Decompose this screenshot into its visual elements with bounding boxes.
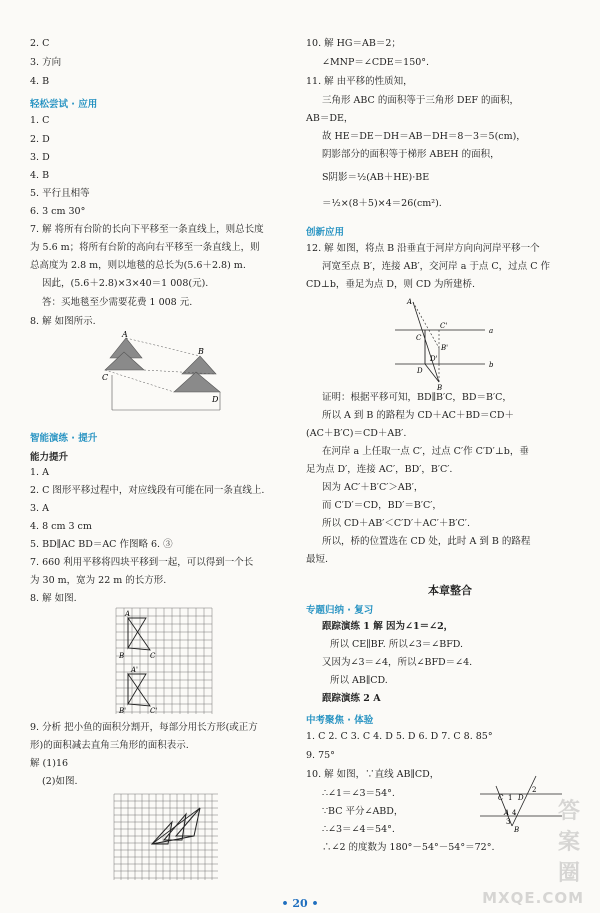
answer-line: 为 5.6 m；将所有台阶的高向右平移至一条直线上，则 bbox=[30, 242, 260, 253]
subheading-ability: 能力提升 bbox=[30, 452, 69, 463]
label-angle-2: 2 bbox=[532, 786, 537, 794]
answer-line: 1. A bbox=[30, 467, 49, 478]
answer-line: 因为 AC′＋B′C′＞AB′， bbox=[322, 482, 424, 493]
label-D-prime: D' bbox=[430, 355, 438, 363]
answer-line: 3. D bbox=[30, 152, 50, 163]
page-number: • 20 • bbox=[281, 897, 319, 910]
section-heading-summary: 专题归纳 · 复习 bbox=[306, 605, 374, 616]
answer-line: 6. 3 cm 30° bbox=[30, 206, 86, 217]
answer-line: 跟踪演练 2 A bbox=[322, 693, 381, 704]
answer-line: ∠MNP＝∠CDE＝150°. bbox=[322, 57, 430, 68]
section-heading-innovation: 创新应用 bbox=[306, 227, 345, 238]
answer-line: (2)如图. bbox=[42, 776, 78, 787]
answer-line: 12. 解 如图，将点 B 沿垂直于河岸方向向河岸平移一个 bbox=[306, 243, 540, 254]
answer-line: 形)的面积减去直角三角形的面积表示. bbox=[30, 740, 189, 751]
label-B-prime: B' bbox=[441, 344, 449, 352]
answer-line: 2. C bbox=[30, 38, 50, 49]
fish-grid-figure bbox=[112, 792, 220, 882]
answer-line: 又因为∠3＝∠4，所以∠BFD＝∠4. bbox=[322, 657, 473, 668]
answer-line: 所以 A 到 B 的路程为 CD＋AC＋BD＝CD＋ bbox=[322, 410, 514, 421]
grid-translation-figure bbox=[114, 606, 214, 716]
label-B: B bbox=[514, 826, 520, 832]
answer-line: 总高度为 2.8 m，则以地毯的总长为(5.6＋2.8) m. bbox=[30, 260, 246, 271]
answer-line: 9. 分析 把小鱼的面积分割开，每部分用长方形(或正方 bbox=[30, 722, 258, 733]
answer-line: 5. BD∥AC BD＝AC 作图略 6. ③ bbox=[30, 539, 173, 550]
label-A: A bbox=[125, 610, 131, 618]
answer-line: 3. A bbox=[30, 503, 49, 514]
answer-line: 为 30 m，宽为 22 m 的长方形. bbox=[30, 575, 167, 586]
section-heading-exam: 中考聚焦 · 体验 bbox=[306, 715, 374, 726]
label-C: C bbox=[416, 334, 422, 342]
answer-line: 故 HE＝DE－DH＝AB－DH＝8－3＝5(cm)， bbox=[322, 131, 526, 142]
answer-line: 阴影部分的面积等于梯形 ABEH 的面积， bbox=[322, 149, 500, 160]
label-B: B bbox=[437, 384, 443, 390]
answer-line: 因此，(5.6＋2.8)×3×40＝1 008(元). bbox=[42, 278, 209, 289]
label-C-prime: C' bbox=[150, 707, 158, 715]
answer-line: AB＝DE， bbox=[306, 113, 354, 124]
answer-line: 8. 解 如图. bbox=[30, 593, 77, 604]
label-C-prime: C' bbox=[440, 322, 448, 330]
river-bridge-figure bbox=[395, 294, 505, 390]
answer-line: 5. 平行且相等 bbox=[30, 188, 90, 199]
answer-line: 8. 解 如图所示. bbox=[30, 316, 96, 327]
label-B: B bbox=[119, 652, 125, 660]
answer-line: 10. 解 HG＝AB＝2； bbox=[306, 38, 401, 49]
answer-line: ∴∠3＝∠4＝54°. bbox=[322, 824, 395, 835]
answer-line: 11. 解 由平移的性质知， bbox=[306, 76, 413, 87]
watermark-title: 答案圈 bbox=[557, 799, 582, 886]
answer-line: 最短. bbox=[306, 554, 329, 565]
answer-line: 3. 方向 bbox=[30, 57, 62, 68]
section-heading-easy-try: 轻松尝试 · 应用 bbox=[30, 99, 98, 110]
answer-line: 4. B bbox=[30, 76, 50, 87]
answer-line: 所以，桥的位置选在 CD 处，此时 A 到 B 的路程 bbox=[322, 536, 531, 547]
label-D: D bbox=[518, 794, 524, 802]
answer-line: (AC＋B′C)＝CD＋AB′. bbox=[306, 428, 407, 439]
label-D: D bbox=[212, 395, 219, 404]
answer-line: 7. 解 将所有台阶的长向下平移至一条直线上，则总长度 bbox=[30, 224, 264, 235]
answer-line: 跟踪演练 1 解 因为∠1＝∠2， bbox=[322, 621, 454, 632]
label-angle-3: 3 bbox=[506, 818, 511, 826]
label-C: C bbox=[150, 652, 156, 660]
parallel-angles-figure bbox=[476, 772, 566, 832]
answer-line: 10. 解 如图，∵直线 AB∥CD， bbox=[306, 769, 440, 780]
label-D: D bbox=[417, 367, 423, 375]
answer-line: 9. 75° bbox=[306, 750, 335, 761]
answer-line: 7. 660 利用平移将四块平移到一起，可以得到一个长 bbox=[30, 557, 254, 568]
answer-line: 而 C′D′＝CD，BD′＝B′C′， bbox=[322, 500, 442, 511]
answer-line: 在河岸 a 上任取一点 C′，过点 C′作 C′D′⊥b，垂 bbox=[322, 446, 529, 457]
label-C: C bbox=[102, 373, 109, 382]
answer-line: 证明：根据平移可知，BD∥B′C，BD＝B′C， bbox=[322, 392, 512, 403]
watermark-url: MXQE.COM bbox=[482, 889, 584, 907]
answer-line: ∴∠1＝∠3＝54°. bbox=[322, 788, 395, 799]
label-angle-4: 4 bbox=[512, 809, 517, 817]
label-A-prime: A' bbox=[131, 666, 138, 674]
label-B: B bbox=[198, 347, 204, 356]
label-A: A bbox=[407, 298, 413, 306]
label-A: A bbox=[504, 809, 510, 817]
label-A: A bbox=[122, 330, 128, 339]
label-b: b bbox=[489, 361, 494, 369]
formula-line: S阴影＝½(AB＋HE)·BE bbox=[322, 172, 430, 183]
answer-line: 2. C 图形平移过程中，对应线段有可能在同一条直线上. bbox=[30, 485, 265, 496]
answer-line: 河宽至点 B′，连接 AB′，交河岸 a 于点 C，过点 C 作 bbox=[322, 261, 550, 272]
translation-steps-figure bbox=[100, 330, 230, 415]
answer-line: 所以 AB∥CD. bbox=[330, 675, 388, 686]
section-heading-practice: 智能演练 · 提升 bbox=[30, 433, 98, 444]
answer-line: 4. 8 cm 3 cm bbox=[30, 521, 92, 532]
label-C: C bbox=[498, 794, 504, 802]
label-B-prime: B' bbox=[119, 707, 127, 715]
answer-line: CD⊥b，垂足为点 D，则 CD 为所建桥. bbox=[306, 279, 475, 290]
answer-line: 解 (1)16 bbox=[30, 758, 69, 769]
answer-line: ∵BC 平分∠ABD， bbox=[322, 806, 404, 817]
answer-line: 4. B bbox=[30, 170, 50, 181]
answer-line: 足为点 D′，连接 AC′，BD′，B′C′. bbox=[306, 464, 453, 475]
answer-line: 答：买地毯至少需要花费 1 008 元. bbox=[42, 297, 193, 308]
label-a: a bbox=[489, 327, 494, 335]
answer-line: 所以 CD＋AB′＜C′D′＋AC′＋B′C′. bbox=[322, 518, 470, 529]
chapter-title: 本章整合 bbox=[428, 584, 472, 597]
label-angle-1: 1 bbox=[508, 794, 513, 802]
answer-line: 1. C 2. C 3. C 4. D 5. D 6. D 7. C 8. 85° bbox=[306, 731, 493, 742]
answer-line: 2. D bbox=[30, 134, 50, 145]
answer-line: 1. C bbox=[30, 115, 50, 126]
answer-line: ∴∠2 的度数为 180°－54°－54°＝72°. bbox=[322, 842, 495, 853]
answer-line: 所以 CE∥BF. 所以∠3＝∠BFD. bbox=[330, 639, 464, 650]
answer-line: 三角形 ABC 的面积等于三角形 DEF 的面积， bbox=[322, 95, 520, 106]
formula-line: ＝½×(8＋5)×4＝26(cm²). bbox=[322, 198, 442, 209]
